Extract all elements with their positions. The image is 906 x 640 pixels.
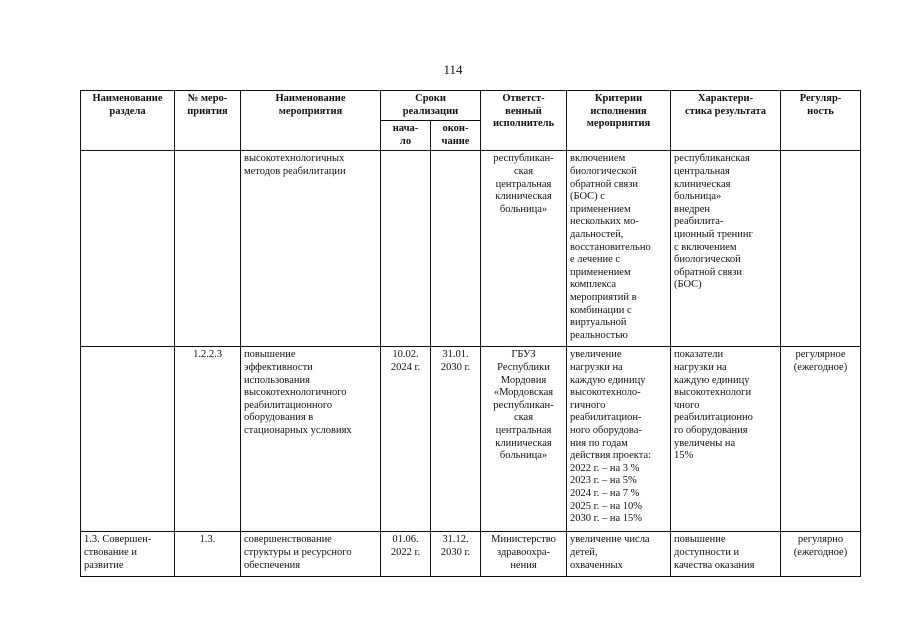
cell-start: 01.06. 2022 г. (381, 532, 431, 577)
cell-criteria: увеличение числа детей, охваченных (567, 532, 671, 577)
table-row (81, 532, 861, 577)
table-row (81, 347, 861, 532)
cell-regularity: регулярно (ежегодное) (781, 532, 861, 577)
header-number: № меро- приятия (175, 91, 241, 151)
cell-start (381, 151, 431, 347)
cell-name: высокотехнологичных методов реабилитации (241, 151, 381, 347)
page-number: 114 (443, 62, 463, 77)
cell-section (81, 347, 175, 532)
cell-end (431, 151, 481, 347)
cell-regularity: регулярное (ежегодное) (781, 347, 861, 532)
cell-result: показатели нагрузки на каждую единицу высокотехнологи чного реабилитационно го оборудования увеличены на 15% (671, 347, 781, 532)
header-result: Характери- стика результата (671, 91, 781, 151)
header-start: нача- ло (381, 121, 431, 151)
cell-result: республиканская центральная клиническая больница» внедрен реабилита- ционный тренинг с включением биологической обратной связи (БОС) (671, 151, 781, 347)
header-responsible: Ответст- венный исполнитель (481, 91, 567, 151)
header-dates: Сроки реализации (381, 91, 481, 121)
header-section: Наименование раздела (81, 91, 175, 151)
cell-section: 1.3. Совершен- ствование и развитие (81, 532, 175, 577)
cell-responsible: ГБУЗ Республики Мордовия «Мордовская республикан- ская центральная клиническая больница» (481, 347, 567, 532)
table-row (81, 151, 861, 347)
header-end: окон- чание (431, 121, 481, 151)
cell-start: 10.02. 2024 г. (381, 347, 431, 532)
cell-end: 31.12. 2030 г. (431, 532, 481, 577)
cell-name: повышение эффективности использования высокотехнологичного реабилитационного оборудования в стационарных условиях (241, 347, 381, 532)
cell-responsible: Министерство здравоохра- нения (481, 532, 567, 577)
cell-number (175, 151, 241, 347)
activities-table (80, 90, 861, 577)
cell-criteria: включением биологической обратной связи (БОС) с применением нескольких мо- дальностей, восстановительно е лечение с применением комплекса мероприятий в комбинации с виртуальной реальностью (567, 151, 671, 347)
cell-number: 1.2.2.3 (175, 347, 241, 532)
header-regularity: Регуляр- ность (781, 91, 861, 151)
cell-regularity (781, 151, 861, 347)
cell-end: 31.01. 2030 г. (431, 347, 481, 532)
cell-number: 1.3. (175, 532, 241, 577)
cell-result: повышение доступности и качества оказания (671, 532, 781, 577)
cell-section (81, 151, 175, 347)
cell-name: совершенствование структуры и ресурсного обеспечения (241, 532, 381, 577)
header-criteria: Критерии исполнения мероприятия (567, 91, 671, 151)
cell-responsible: республикан- ская центральная клиническая больница» (481, 151, 567, 347)
header-name: Наименование мероприятия (241, 91, 381, 151)
cell-criteria: увеличение нагрузки на каждую единицу высокотехноло- гичного реабилитацион- ного оборудова- ния по годам действия проекта: 2022 г. – на 3 % 2023 г. – на 5% 2024 г. – на 7 % 2025 г. – на 10% 2030 г. – на 15% (567, 347, 671, 532)
